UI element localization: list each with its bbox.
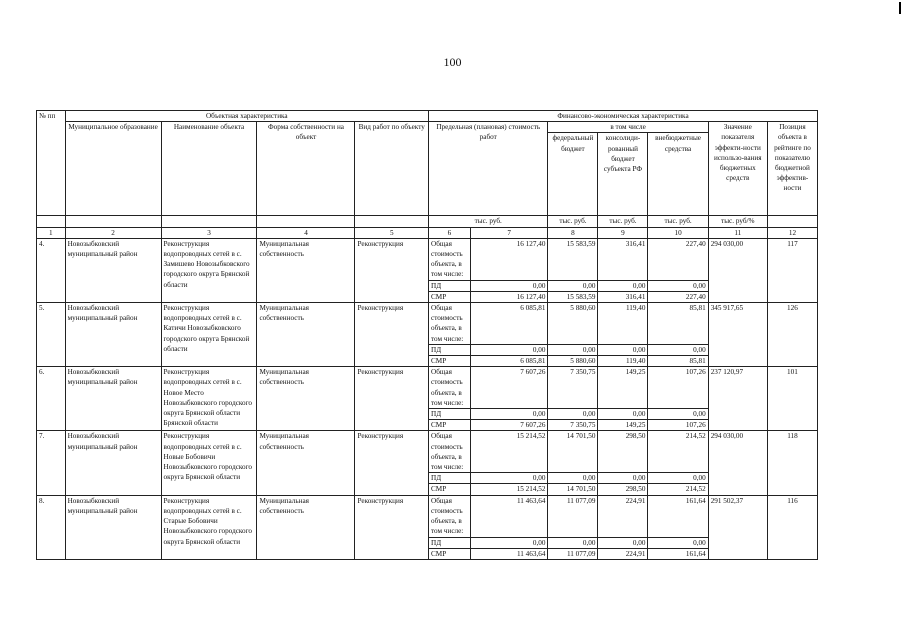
table-row	[37, 495, 818, 537]
row-total-label: Общая стоимость объекта, в том числе:	[429, 303, 471, 345]
col-number: 7	[470, 227, 548, 238]
row-municipal: Новозыбковский муниципальный район	[65, 238, 161, 302]
row-smr-value: 119,40	[598, 356, 648, 367]
row-pd-value: 0,00	[598, 409, 648, 420]
row-ownership: Муниципальная собственность	[257, 238, 355, 302]
row-object-name: Реконструкция водопроводных сетей в с. Катичи Новозыбковского городского округа Брянской области	[161, 303, 257, 367]
row-smr-value: 14 701,50	[548, 484, 598, 495]
unit-cost: тыс. руб.	[429, 216, 548, 227]
header-row-numbers	[37, 227, 818, 238]
row-pd-value: 0,00	[598, 280, 648, 291]
row-total-value: 14 701,50	[548, 431, 598, 473]
row-object-name: Реконструкция водопроводных сетей в с. Новое Место Новозыбковского городского округа Брянской области Брянской области	[161, 367, 257, 431]
row-smr-value: 85,81	[648, 356, 708, 367]
table-row	[37, 367, 818, 409]
header-cost: Предельная (плановая) стоимость работ	[429, 122, 548, 216]
row-pd-value: 0,00	[648, 409, 708, 420]
row-object-name: Реконструкция водопроводных сетей в с. Новые Бобовичи Новозыбковского городского округа Брянской области	[161, 431, 257, 495]
row-pd-value: 0,00	[470, 280, 548, 291]
row-smr-label: СМР	[429, 356, 471, 367]
row-pd-value: 0,00	[598, 344, 648, 355]
row-pd-value: 0,00	[470, 473, 548, 484]
row-efficiency: 291 502,37	[708, 495, 767, 559]
row-pd-value: 0,00	[648, 537, 708, 548]
row-pd-value: 0,00	[648, 473, 708, 484]
row-pd-label: ПД	[429, 280, 471, 291]
row-smr-label: СМР	[429, 484, 471, 495]
row-total-value: 316,41	[598, 238, 648, 280]
row-smr-value: 149,25	[598, 420, 648, 431]
row-pd-label: ПД	[429, 409, 471, 420]
row-municipal: Новозыбковский муниципальный район	[65, 303, 161, 367]
row-work-type: Реконструкция	[355, 367, 429, 431]
row-smr-value: 11 077,09	[548, 548, 598, 559]
row-total-value: 119,40	[598, 303, 648, 345]
header-including: в том числе	[548, 122, 708, 133]
row-smr-value: 11 463,64	[470, 548, 548, 559]
row-rating: 117	[767, 238, 817, 302]
row-number: 6.	[37, 367, 66, 431]
row-municipal: Новозыбковский муниципальный район	[65, 431, 161, 495]
row-ownership: Муниципальная собственность	[257, 367, 355, 431]
row-efficiency: 294 030,00	[708, 431, 767, 495]
col-number: 1	[37, 227, 66, 238]
row-work-type: Реконструкция	[355, 238, 429, 302]
col-number: 2	[65, 227, 161, 238]
row-total-value: 7 350,75	[548, 367, 598, 409]
row-total-value: 227,40	[648, 238, 708, 280]
row-pd-label: ПД	[429, 537, 471, 548]
row-work-type: Реконструкция	[355, 495, 429, 559]
col-number: 6	[429, 227, 471, 238]
header-name: Наименование объекта	[161, 122, 257, 216]
header-work: Вид работ по объекту	[355, 122, 429, 216]
row-total-value: 161,64	[648, 495, 708, 537]
unit-offbudget: тыс. руб.	[648, 216, 708, 227]
row-pd-value: 0,00	[548, 409, 598, 420]
row-number: 7.	[37, 431, 66, 495]
row-total-value: 15 214,52	[470, 431, 548, 473]
row-total-value: 224,91	[598, 495, 648, 537]
row-efficiency: 294 030,00	[708, 238, 767, 302]
row-total-value: 149,25	[598, 367, 648, 409]
row-smr-label: СМР	[429, 291, 471, 302]
row-total-value: 214,52	[648, 431, 708, 473]
row-smr-value: 7 607,26	[470, 420, 548, 431]
row-rating: 118	[767, 431, 817, 495]
row-pd-value: 0,00	[648, 280, 708, 291]
col-number: 8	[548, 227, 598, 238]
row-smr-value: 16 127,40	[470, 291, 548, 302]
row-smr-value: 316,41	[598, 291, 648, 302]
unit-consolidated: тыс. руб.	[598, 216, 648, 227]
row-total-label: Общая стоимость объекта, в том числе:	[429, 495, 471, 537]
col-number: 12	[767, 227, 817, 238]
header-rating: Позиция объекта в рейтинге по показателю бюджетной эффектив-ности	[767, 122, 817, 216]
row-smr-value: 107,26	[648, 420, 708, 431]
row-smr-value: 298,50	[598, 484, 648, 495]
row-pd-value: 0,00	[470, 344, 548, 355]
row-object-name: Реконструкция водопроводных сетей в с. Замишево Новозыбковского городского округа Брянской области	[161, 238, 257, 302]
row-pd-value: 0,00	[598, 473, 648, 484]
row-work-type: Реконструкция	[355, 431, 429, 495]
row-total-label: Общая стоимость объекта, в том числе:	[429, 238, 471, 280]
row-total-value: 16 127,40	[470, 238, 548, 280]
row-pd-value: 0,00	[548, 344, 598, 355]
row-total-value: 11 077,09	[548, 495, 598, 537]
header-federal: федеральный бюджет	[548, 133, 598, 216]
row-pd-value: 0,00	[548, 537, 598, 548]
row-rating: 101	[767, 367, 817, 431]
row-smr-value: 6 085,81	[470, 356, 548, 367]
row-rating: 116	[767, 495, 817, 559]
table-row	[37, 238, 818, 280]
row-total-label: Общая стоимость объекта, в том числе:	[429, 431, 471, 473]
col-number: 11	[708, 227, 767, 238]
header-object-group: Объектная характеристика	[65, 111, 428, 122]
row-pd-value: 0,00	[548, 473, 598, 484]
unit-efficiency: тыс. руб/%	[708, 216, 767, 227]
row-total-value: 15 583,59	[548, 238, 598, 280]
header-row-groups	[37, 111, 818, 122]
row-smr-value: 224,91	[598, 548, 648, 559]
row-efficiency: 345 917,65	[708, 303, 767, 367]
row-ownership: Муниципальная собственность	[257, 303, 355, 367]
row-pd-value: 0,00	[548, 280, 598, 291]
page-number: 100	[443, 55, 462, 69]
header-consolidated: консолиди-рованный бюджет субъекта РФ	[598, 133, 648, 216]
row-rating: 126	[767, 303, 817, 367]
row-smr-value: 15 583,59	[548, 291, 598, 302]
header-finance-group: Финансово-экономическая характеристика	[429, 111, 818, 122]
row-total-value: 107,26	[648, 367, 708, 409]
row-pd-value: 0,00	[598, 537, 648, 548]
row-total-value: 11 463,64	[470, 495, 548, 537]
header-municipal: Муниципальное образование	[65, 122, 161, 216]
row-efficiency: 237 120,97	[708, 367, 767, 431]
row-total-value: 6 085,81	[470, 303, 548, 345]
col-number: 3	[161, 227, 257, 238]
row-total-label: Общая стоимость объекта, в том числе:	[429, 367, 471, 409]
row-smr-label: СМР	[429, 548, 471, 559]
row-pd-value: 0,00	[470, 537, 548, 548]
row-smr-value: 15 214,52	[470, 484, 548, 495]
row-smr-value: 214,52	[648, 484, 708, 495]
header-offbudget: внебюджетные средства	[648, 133, 708, 216]
header-row-columns	[37, 122, 818, 133]
row-number: 8.	[37, 495, 66, 559]
row-smr-label: СМР	[429, 420, 471, 431]
row-pd-label: ПД	[429, 473, 471, 484]
row-pd-value: 0,00	[648, 344, 708, 355]
row-pd-value: 0,00	[470, 409, 548, 420]
row-total-value: 7 607,26	[470, 367, 548, 409]
row-total-value: 298,50	[598, 431, 648, 473]
col-number: 4	[257, 227, 355, 238]
page-edge-mark	[899, 2, 901, 14]
row-number: 4.	[37, 238, 66, 302]
row-total-value: 5 880,60	[548, 303, 598, 345]
row-smr-value: 5 880,60	[548, 356, 598, 367]
row-ownership: Муниципальная собственность	[257, 495, 355, 559]
header-ownership: Форма собственности на объект	[257, 122, 355, 216]
row-total-value: 85,81	[648, 303, 708, 345]
row-smr-value: 161,64	[648, 548, 708, 559]
col-number: 10	[648, 227, 708, 238]
row-work-type: Реконструкция	[355, 303, 429, 367]
row-object-name: Реконструкция водопроводных сетей в с. Старые Бобовичи Новозыбковского городского округа Брянской области	[161, 495, 257, 559]
table-row	[37, 303, 818, 345]
financial-table	[36, 110, 818, 560]
row-smr-value: 227,40	[648, 291, 708, 302]
row-municipal: Новозыбковский муниципальный район	[65, 495, 161, 559]
row-pd-label: ПД	[429, 344, 471, 355]
header-num: № пп	[37, 111, 66, 216]
row-ownership: Муниципальная собственность	[257, 431, 355, 495]
row-smr-value: 7 350,75	[548, 420, 598, 431]
unit-federal: тыс. руб.	[548, 216, 598, 227]
row-number: 5.	[37, 303, 66, 367]
col-number: 5	[355, 227, 429, 238]
table-row	[37, 431, 818, 473]
header-efficiency: Значение показателя эффекти-ности использо-вания бюджетных средств	[708, 122, 767, 216]
header-row-units	[37, 216, 818, 227]
row-municipal: Новозыбковский муниципальный район	[65, 367, 161, 431]
col-number: 9	[598, 227, 648, 238]
